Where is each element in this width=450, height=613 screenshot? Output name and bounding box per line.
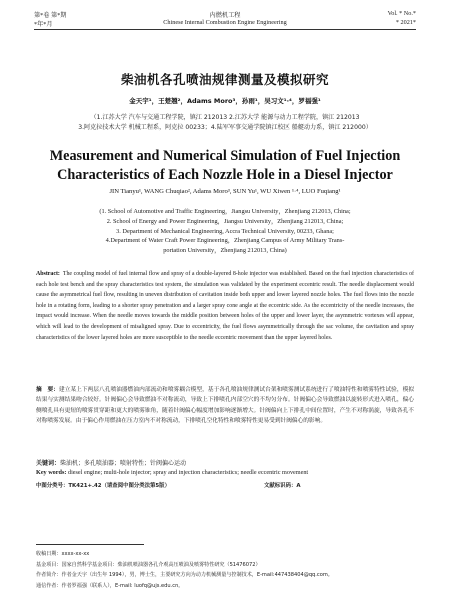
chinese-abstract-label: 摘 要： <box>36 387 59 393</box>
chinese-keywords-text: 柴油机；多孔喷油器；喷射特性；针阀偏心运动 <box>60 460 187 467</box>
chinese-affiliations <box>36 113 414 133</box>
english-affiliation-line: 3. Department of Mechanical Engineering, Accra Technical University, 00233, Ghana; <box>116 227 334 235</box>
classification-line <box>36 481 414 489</box>
document-code: 文献标识码：A <box>264 483 301 489</box>
footnote-divider <box>36 544 144 545</box>
footnotes <box>36 549 414 591</box>
chinese-keywords-label: 关键词： <box>36 460 61 467</box>
header-date-en: * 2021* <box>395 19 416 26</box>
header-volume-issue-cn: 第*卷 第*期 <box>34 12 67 19</box>
abstract-label: Abstract: <box>36 271 60 277</box>
chinese-authors: 金天宇¹，王楚翘²，Adams Moro³，孙雨¹，吴习文¹·⁴，罗福强¹ <box>129 97 321 105</box>
chinese-abstract-text: 建立某上下两层八孔喷油器燃油内部流动和喷雾耦合模型，基于各孔喷油规律测试台架和喷雾测试系统进行了喷油特性和喷雾特性试验，模拟结果与实测结果吻合较好。针阀偏心会导致燃油不对称流动，导致上下排喷孔内部空穴的不均匀分布。针阀偏心会导致燃油以旋转形式进入喷孔，偏心侧喷孔具有更短的喷雾贯穿距和更大的喷雾锥角，随着针阀偏心幅度增加影响逐渐增大。针阀偏向上下排孔中间位置时，产生不对称涡旋，导致各孔不对称喷雾发展。由于偏心作用燃油在压力室内不对称流动，下排喷孔空化特性和喷雾特性更易受到针阀偏心的影响。 <box>36 387 415 424</box>
english-affiliation-line: 4.Department of Water Craft Power Engineering，Zhenjiang Campus of Army Military Trans- <box>105 237 345 245</box>
header-journal-en: Chinese Internal Combustion Engine Engineering <box>163 19 287 26</box>
english-title: Measurement and Numerical Simulation of Fuel Injection Characteristics of Each Nozzle Hole in a Diesel Injector <box>49 148 401 183</box>
english-keywords-text: diesel engine; multi-hole injector; spray and injection characteristics; needle eccentric movement <box>67 469 309 476</box>
english-keywords-label: Key words: <box>36 469 67 476</box>
chinese-affiliation-line: （1.江苏大学 汽车与交通工程学院，镇江 212013 2.江苏大学 能源与动力工程学院，镇江 212013 <box>90 114 360 121</box>
english-affiliation-line: (1. School of Automotive and Traffic Engineering，Jiangsu University，Zhenjiang 212013, China; <box>99 208 351 215</box>
clc-number: 中图分类号：TK421+.42（请查阅中图分类法第5版） <box>36 483 170 489</box>
footnote-corresponding-author: 通信作者：作者罗福强（联系人），E-mail: luofq@ujs.edu.cn。 <box>36 582 184 589</box>
footnote-received-date: 收稿日期：xxxx-xx-xx <box>36 551 90 557</box>
chinese-affiliation-line: 3.阿克拉技术大学 机械工程系，阿克拉 00233；4.陆军军事交通学院镇江校区 船艇动力系，镇江 212000） <box>78 124 372 131</box>
abstract-text: The coupling model of fuel internal flow and spray of a double-layered 8-hole injector was established. Based on the fuel injection characteristics of each hole test bench and the spray characteristics test system, the simulation was validated by the experiment eccentric result. The needle displacement would cause the asymmetrical fuel flow, resulting in uneven distribution of cavitation inside both upper and lower layered nozzle holes. The fuel flows into the nozzle hole in a rotating form, leading to a shorter spray penetration and a larger spray cone angle at the eccentric side. As the eccentricity of the needle increases, the impact would increase. When the needle moves towards the middle position between holes of the upper and lower layer, the asymmetric vortexes will appear, which will lead to the development of misaligned spray. Due to eccentricity, the fuel flows asymmetrically through the sac volume, the cavitation and spray characteristics of the lower layered holes are more susceptible to the needle eccentric movement than the upper layered holes. <box>36 271 414 341</box>
footnote-funding: 基金项目：国家自然科学基金项目：柴油机喷油器各孔介观高压喷油及喷雾特性研究（51476072） <box>36 561 261 568</box>
chinese-title: 柴油机各孔喷油规律测量及模拟研究 <box>120 72 329 87</box>
header-volume-issue-en: Vol. * No.* <box>387 10 416 17</box>
english-affiliation-line: 2. School of Energy and Power Engineering，Jiangsu University，Zhenjiang 212013, China; <box>106 217 344 225</box>
header-journal-cn: 内燃机工程 <box>209 12 241 19</box>
english-keywords <box>36 469 414 476</box>
english-affiliations <box>60 207 390 256</box>
chinese-abstract <box>36 385 414 426</box>
english-abstract <box>36 269 414 343</box>
chinese-keywords <box>36 458 414 467</box>
english-affiliation-line: portation University，Zhenjiang 212013, China) <box>163 247 287 255</box>
header-date-cn: *年*月 <box>34 21 53 28</box>
english-authors: JIN Tianyu¹, WANG Chuqiao², Adams Moro³, SUN Yu¹, WU Xiwen ¹·⁴, LUO Fuqiang¹ <box>109 188 341 195</box>
footnote-author-bio: 作者简介：作者金天宇（出生年 1994），男，博士生，主要研究方向为动力机械测量与控制技术，E-mail:447438404@qq.com。 <box>36 572 333 579</box>
header-divider <box>34 29 416 30</box>
